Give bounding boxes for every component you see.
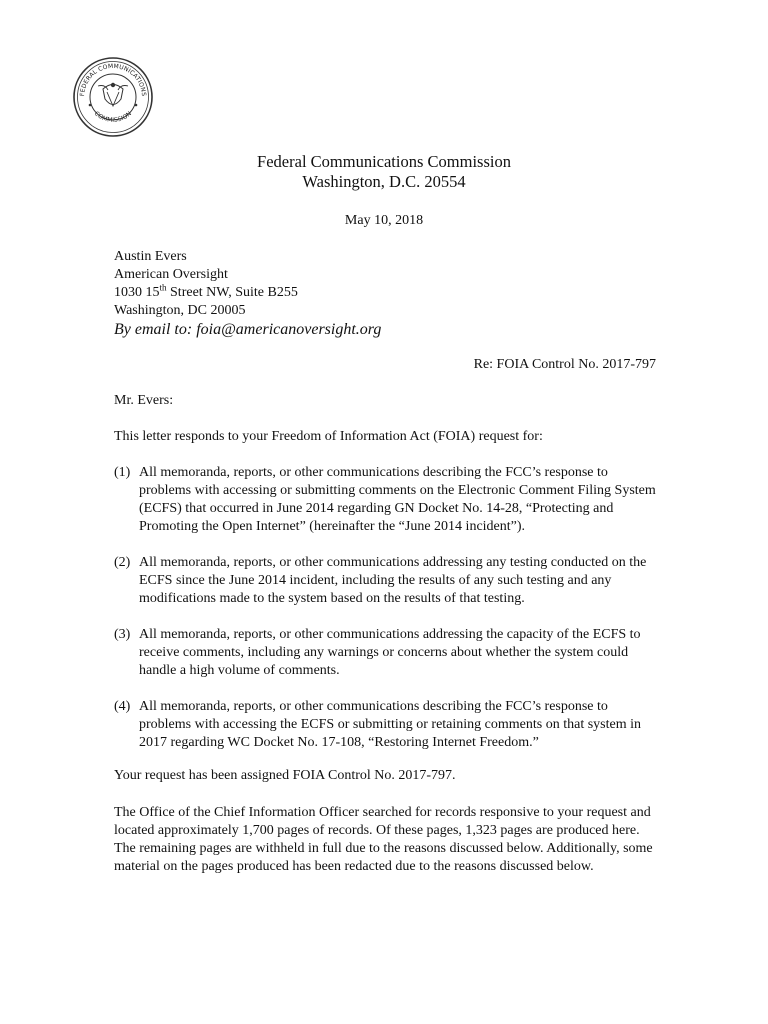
salutation: Mr. Evers: [114,393,174,408]
list-item [114,554,659,608]
list-item-number: (1) [114,465,131,480]
svg-text:COMMISSION: COMMISSION [92,110,134,124]
letterhead [0,152,768,192]
assignment-paragraph: Your request has been assigned FOIA Control No. 2017-797. [114,768,456,783]
list-item-text: All memoranda, reports, or other communications describing the FCC’s response to problems with accessing the ECFS or submitting or retaining comments on that system in 2017 regarding WC Docket No. 17-108, “Restoring Internet Freedom.” [139,699,641,750]
request-list [114,464,659,770]
list-item-number: (2) [114,555,131,570]
agency-name: Federal Communications Commission [257,152,511,171]
search-results-paragraph: The Office of the Chief Information Officer searched for records responsive to your request and located approximately 1,700 pages of records. Of these pages, 1,323 pages are produced here. The remaining pages are withheld in full due to the reasons discussed below. Additionally, some material on the pages produced has been redacted due to the reasons discussed below. [114,805,653,874]
re-line: Re: FOIA Control No. 2017-797 [473,357,656,372]
recipient-address [114,248,381,340]
recipient-name: Austin Evers [114,249,187,264]
list-item-text: All memoranda, reports, or other communications addressing any testing conducted on the ECFS since the June 2014 incident, including the results of any such testing and any modifications made to the system based on the results of that testing. [139,555,647,606]
list-item-text: All memoranda, reports, or other communications addressing the capacity of the ECFS to receive comments, including any warnings or concerns about whether the system could handle a high volume of comments. [139,627,641,678]
intro-paragraph: This letter responds to your Freedom of Information Act (FOIA) request for: [114,429,543,444]
list-item [114,626,659,680]
list-item-number: (3) [114,627,131,642]
fcc-seal-icon [72,56,154,138]
list-item-text: All memoranda, reports, or other communications describing the FCC’s response to problems with accessing or submitting comments on the Electronic Comment Filing System (ECFS) that occurred in June 2014 regarding GN Docket No. 14-28, “Protecting and Promoting the Open Internet” (hereinafter the “June 2014 incident”). [139,465,656,534]
agency-city: Washington, D.C. 20554 [302,172,466,191]
recipient-city: Washington, DC 20005 [114,303,246,318]
list-item [114,464,659,536]
svg-text:FEDERAL COMMUNICATIONS: FEDERAL COMMUNICATIONS [78,62,148,97]
list-item [114,698,659,752]
recipient-street: 1030 15th Street NW, Suite B255 [114,282,298,300]
recipient-email: By email to: foia@americanoversight.org [114,321,382,338]
list-item-number: (4) [114,699,131,714]
letter-date: May 10, 2018 [344,213,424,228]
recipient-org: American Oversight [114,267,228,282]
